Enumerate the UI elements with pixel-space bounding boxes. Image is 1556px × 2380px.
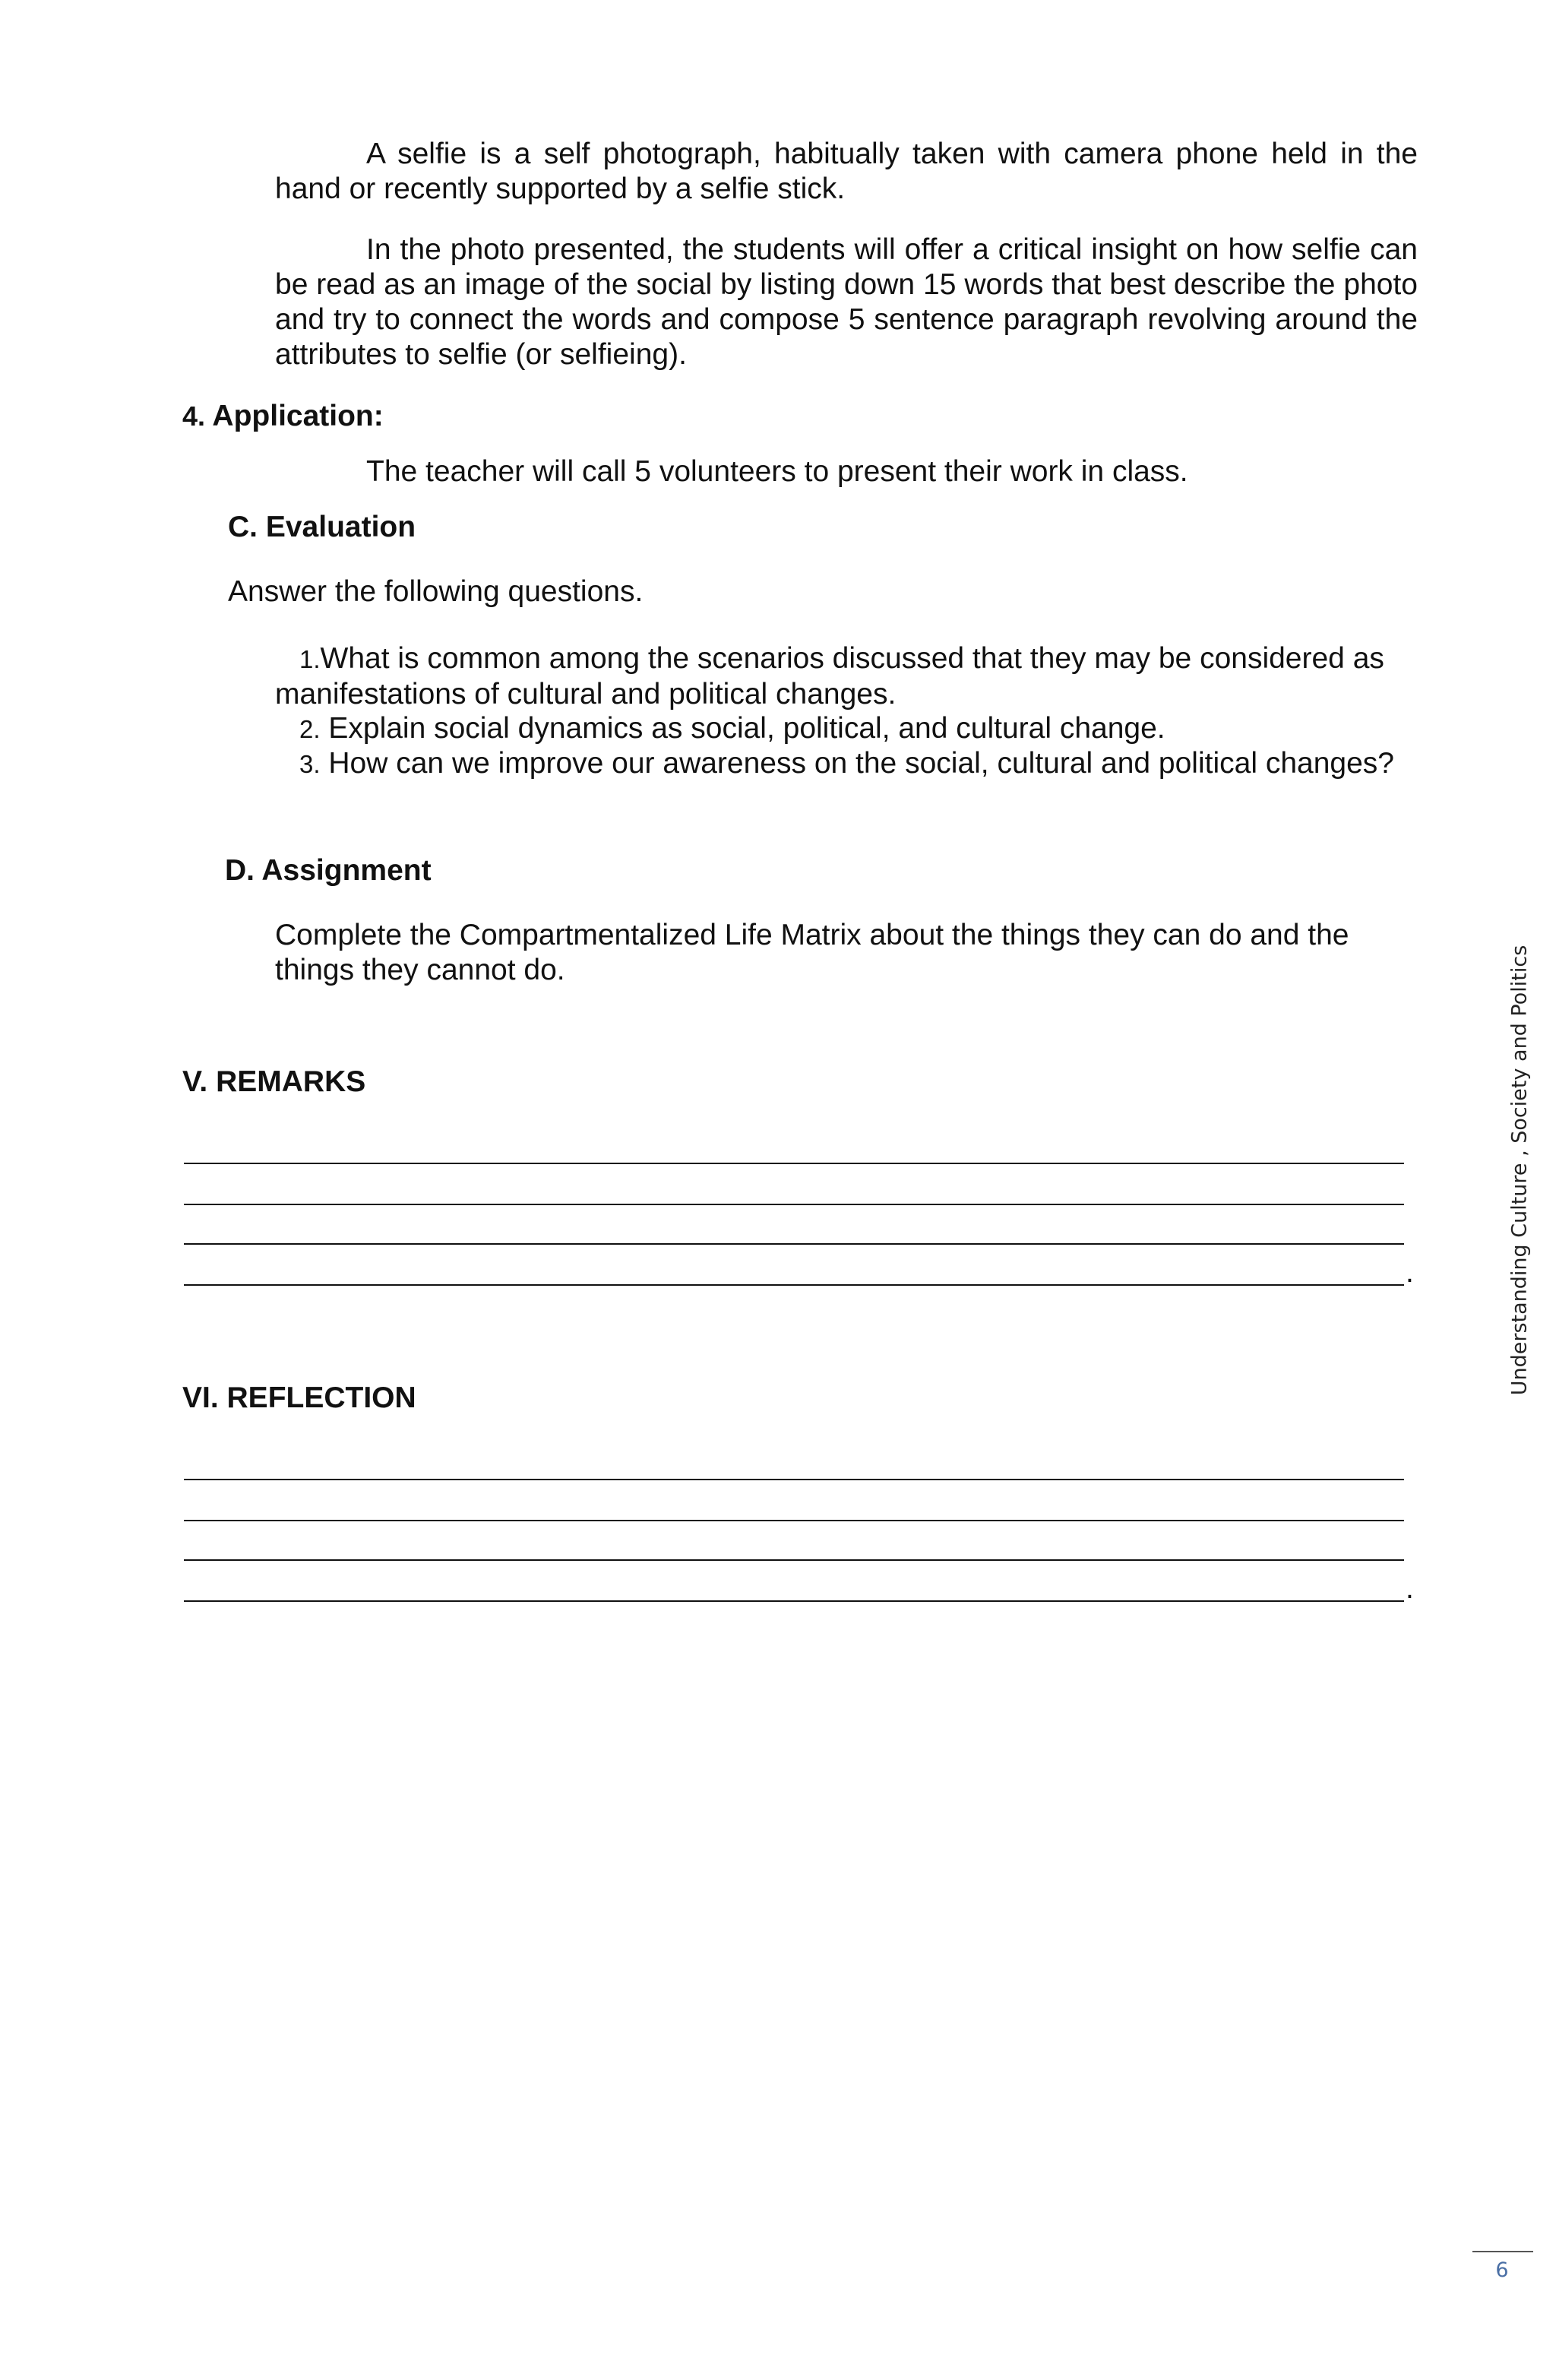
application-number: 4. [182,400,206,432]
question-1-number: 1. [299,645,321,673]
assignment-heading: D. Assignment [225,854,432,887]
evaluation-question-3 [299,746,1410,782]
remarks-line-2[interactable] [184,1204,1404,1205]
page-number: 6 [1495,2258,1509,2282]
evaluation-question-1 [275,641,1415,712]
remarks-line-4[interactable] [184,1284,1404,1286]
remarks-end-period: . [1406,1256,1414,1289]
reflection-line-3[interactable] [184,1559,1404,1561]
page-number-rule [1472,2251,1533,2252]
question-1-text: What is common among the scenarios discussed that they may be considered as manifestations of cultural and political changes. [275,642,1384,711]
question-3-text: How can we improve our awareness on the social, cultural and political changes? [328,747,1394,780]
remarks-line-3[interactable] [184,1243,1404,1245]
sidebar-title: Understanding Culture , Society and Politics [1507,945,1532,1396]
assignment-text: Complete the Compartmentalized Life Matrix about the things they can do and the things they cannot do. [275,919,1349,986]
reflection-line-1[interactable] [184,1479,1404,1480]
question-2-text: Explain social dynamics as social, political, and cultural change. [328,712,1165,745]
application-title: Application: [212,400,384,432]
application-heading [182,400,384,433]
selfie-definition-paragraph: A selfie is a self photograph, habitually taken with camera phone held in the hand or recently supported by a selfie stick. [275,138,1418,205]
question-3-number: 3. [299,750,321,778]
evaluation-instruction: Answer the following questions. [228,575,644,608]
remarks-line-1[interactable] [184,1163,1404,1164]
reflection-end-period: . [1406,1572,1414,1605]
application-text: The teacher will call 5 volunteers to present their work in class. [366,455,1188,488]
evaluation-question-2 [299,711,1424,747]
reflection-heading: VI. REFLECTION [182,1381,416,1414]
reflection-line-4[interactable] [184,1600,1404,1602]
remarks-heading: V. REMARKS [182,1065,366,1098]
evaluation-heading: C. Evaluation [228,511,416,543]
reflection-line-2[interactable] [184,1520,1404,1521]
question-2-number: 2. [299,715,321,743]
selfie-task-paragraph: In the photo presented, the students will offer a critical insight on how selfie can be read as an image of the social by listing down 15 words that best describe the photo and try to connect the words and compose 5 sentence paragraph revolving around the attributes to selfie (or selfieing). [275,233,1418,371]
